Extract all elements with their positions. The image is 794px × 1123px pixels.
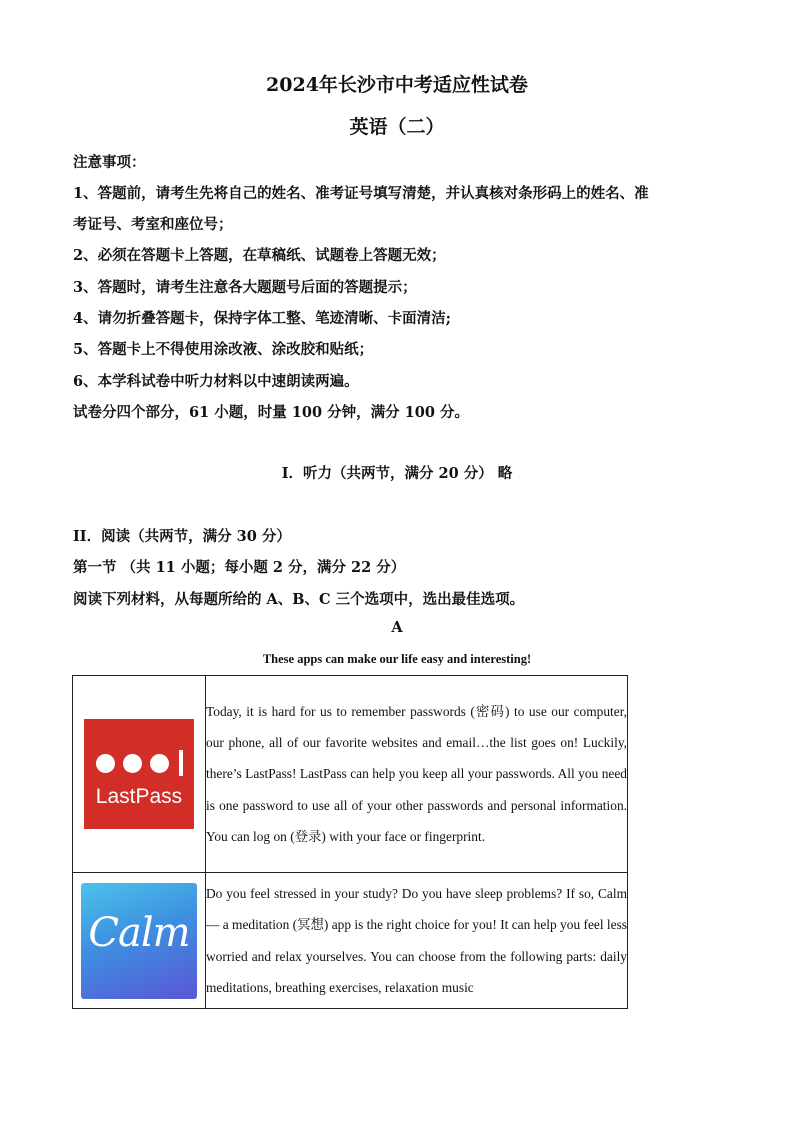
notice-item: 4、请勿折叠答题卡，保持字体工整、笔迹清晰、卡面清洁; — [73, 310, 451, 327]
app-description: Today, it is hard for us to remember passwords (密码) to use our computer, our phone, all of our favorite websites and email…the list goes on! Luckily, there’s LastPass! LastPass can help you keep all your passwords. All you need is one password to use all of your other passwords and personal information. You can log on (登录) with your face or fingerprint. — [206, 676, 628, 873]
notice-item: 6、本学科试卷中听力材料以中速朗读两遍。 — [73, 373, 359, 390]
notice-heading: 注意事项： — [73, 154, 146, 171]
exam-title: 2024年长沙市中考适应性试卷 — [266, 74, 528, 96]
exam-subtitle: 英语（二） — [349, 116, 445, 138]
notice-item: 考证号、考室和座位号； — [73, 216, 233, 233]
table-row — [73, 873, 628, 1009]
exam-summary: 试卷分四个部分，61 小题，时量 100 分钟，满分 100 分。 — [73, 404, 469, 421]
lastpass-dots-icon — [96, 750, 183, 776]
notice-item: 3、答题时，请考生注意各大题题号后面的答题提示； — [73, 279, 417, 296]
notice-item: 5、答题卡上不得使用涂改液、涂改胶和贴纸； — [73, 341, 374, 358]
reading-part1: 第一节 （共 11 小题；每小题 2 分，满分 22 分） — [73, 559, 406, 576]
calm-logo-text: Calm — [88, 909, 190, 956]
lastpass-logo — [84, 719, 194, 829]
app-description: Do you feel stressed in your study? Do you have sleep problems? If so, Calm — a meditation (冥想) app is the right choice for you! It can help you feel less worried and relax yourselves. You can choose from the following parts: daily meditations, breathing exercises, relaxation music — [206, 873, 628, 1009]
section-listening: I．听力（共两节，满分 20 分） 略 — [281, 465, 513, 482]
notice-item: 2、必须在答题卡上答题，在草稿纸、试题卷上答题无效； — [73, 247, 446, 264]
passage-title: These apps can make our life easy and interesting! — [262, 652, 532, 666]
passage-letter: A — [391, 619, 403, 636]
lastpass-logo-text: LastPass — [95, 785, 183, 808]
apps-table — [72, 675, 628, 1009]
notice-item: 1、答题前，请考生先将自己的姓名、准考证号填写清楚，并认真核对条形码上的姓名、准 — [73, 185, 649, 202]
calm-logo — [81, 883, 197, 999]
section-reading: II．阅读（共两节，满分 30 分） — [73, 528, 291, 545]
reading-instruction: 阅读下列材料，从每题所给的 A、B、C 三个选项中，选出最佳选项。 — [73, 591, 525, 608]
logo-cell — [73, 676, 206, 873]
table-row — [73, 676, 628, 873]
logo-cell — [73, 873, 206, 1009]
